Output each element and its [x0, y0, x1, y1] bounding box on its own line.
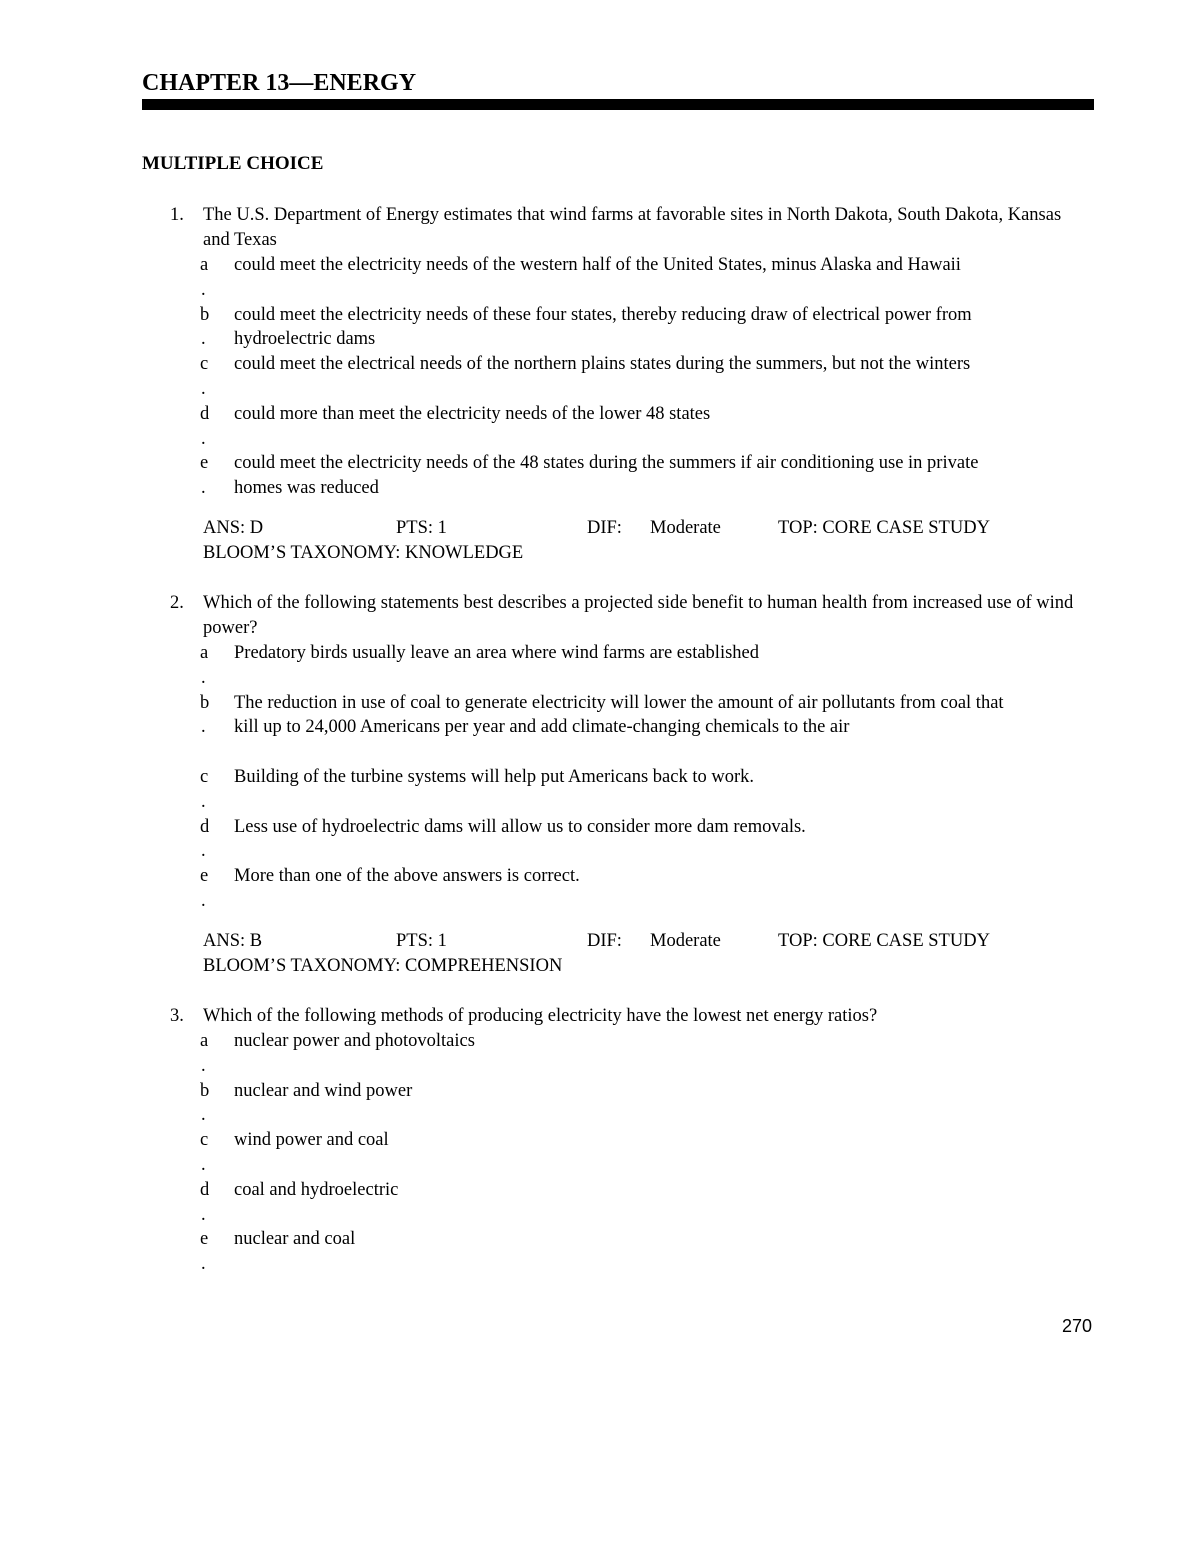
- difficulty: Moderate: [650, 518, 721, 538]
- option-letter: d: [200, 816, 210, 837]
- question-text: Which of the following methods of producing electricity have the lowest net energy ratios?: [203, 1006, 878, 1026]
- section-heading: MULTIPLE CHOICE: [142, 153, 324, 174]
- option-text: could meet the electricity needs of the 48 states during the summers if air conditioning use in private homes was reduced: [234, 453, 979, 499]
- option-letter: a: [200, 643, 209, 663]
- option-dot: .: [201, 1254, 206, 1275]
- page-number: 270: [1062, 1316, 1093, 1336]
- option-text: The reduction in use of coal to generate electricity will lower the amount of air pollutants from coal that kill up to 24,000 Americans per year and add climate-changing chemicals to the air: [234, 692, 1004, 738]
- option-dot: .: [201, 329, 206, 350]
- option-text: nuclear power and photovoltaics: [234, 1031, 475, 1051]
- option-dot: .: [201, 717, 206, 738]
- topic: TOP: CORE CASE STUDY: [778, 931, 990, 951]
- option-letter: c: [200, 767, 209, 787]
- option-dot: .: [201, 791, 206, 812]
- option-text: could more than meet the electricity needs of the lower 48 states: [234, 403, 711, 424]
- question-number: 3.: [170, 1006, 184, 1026]
- option-dot: .: [201, 428, 206, 449]
- option-dot: .: [201, 279, 206, 300]
- option-text: Building of the turbine systems will help put Americans back to work.: [234, 767, 754, 787]
- option-letter: e: [200, 866, 209, 887]
- option-text: Less use of hydroelectric dams will allow us to consider more dam removals.: [234, 816, 806, 837]
- option-dot: .: [201, 841, 206, 862]
- chapter-title: CHAPTER 13—ENERGY: [142, 70, 417, 96]
- option-dot: .: [201, 1105, 206, 1126]
- option-letter: d: [200, 1179, 210, 1200]
- answer: ANS: B: [203, 931, 263, 951]
- question-number: 2.: [170, 593, 184, 613]
- bloom-taxonomy: BLOOM’S TAXONOMY: KNOWLEDGE: [203, 543, 524, 563]
- option-dot: .: [201, 667, 206, 688]
- option-text: More than one of the above answers is correct.: [234, 866, 580, 887]
- option-letter: b: [200, 692, 210, 713]
- option-letter: c: [200, 354, 209, 375]
- option-letter: e: [200, 1229, 209, 1250]
- option-text: nuclear and wind power: [234, 1080, 413, 1101]
- title-rule: [142, 99, 1094, 110]
- difficulty: Moderate: [650, 931, 721, 951]
- option-dot: .: [201, 890, 206, 911]
- option-dot: .: [201, 1204, 206, 1225]
- option-dot: .: [201, 1055, 206, 1076]
- difficulty-label: DIF:: [587, 931, 622, 951]
- bloom-taxonomy: BLOOM’S TAXONOMY: COMPREHENSION: [203, 956, 563, 976]
- points: PTS: 1: [396, 518, 447, 538]
- option-text: could meet the electricity needs of these four states, thereby reducing draw of electrical power from hydroelectric dams: [234, 304, 972, 350]
- points: PTS: 1: [396, 931, 447, 951]
- option-letter: a: [200, 1031, 209, 1051]
- option-text: could meet the electrical needs of the northern plains states during the summers, but not the winters: [234, 354, 971, 375]
- option-text: wind power and coal: [234, 1130, 389, 1151]
- option-letter: c: [200, 1130, 209, 1151]
- option-text: Predatory birds usually leave an area where wind farms are established: [234, 643, 759, 663]
- option-text: nuclear and coal: [234, 1229, 356, 1250]
- difficulty-label: DIF:: [587, 518, 622, 538]
- question-text: Which of the following statements best describes a projected side benefit to human health from increased use of wind power?: [203, 593, 1074, 638]
- question-number: 1.: [170, 205, 184, 225]
- topic: TOP: CORE CASE STUDY: [778, 518, 990, 538]
- option-letter: b: [200, 1080, 210, 1101]
- option-letter: b: [200, 304, 210, 325]
- option-dot: .: [201, 1154, 206, 1175]
- option-text: coal and hydroelectric: [234, 1179, 399, 1200]
- answer: ANS: D: [203, 518, 264, 538]
- option-dot: .: [201, 378, 206, 399]
- option-letter: a: [200, 255, 209, 275]
- question-text: The U.S. Department of Energy estimates that wind farms at favorable sites in North Dakota, South Dakota, Kansas and Texas: [203, 205, 1062, 250]
- option-letter: e: [200, 453, 209, 474]
- option-text: could meet the electricity needs of the western half of the United States, minus Alaska and Hawaii: [234, 255, 961, 275]
- option-dot: .: [201, 478, 206, 499]
- option-letter: d: [200, 403, 210, 424]
